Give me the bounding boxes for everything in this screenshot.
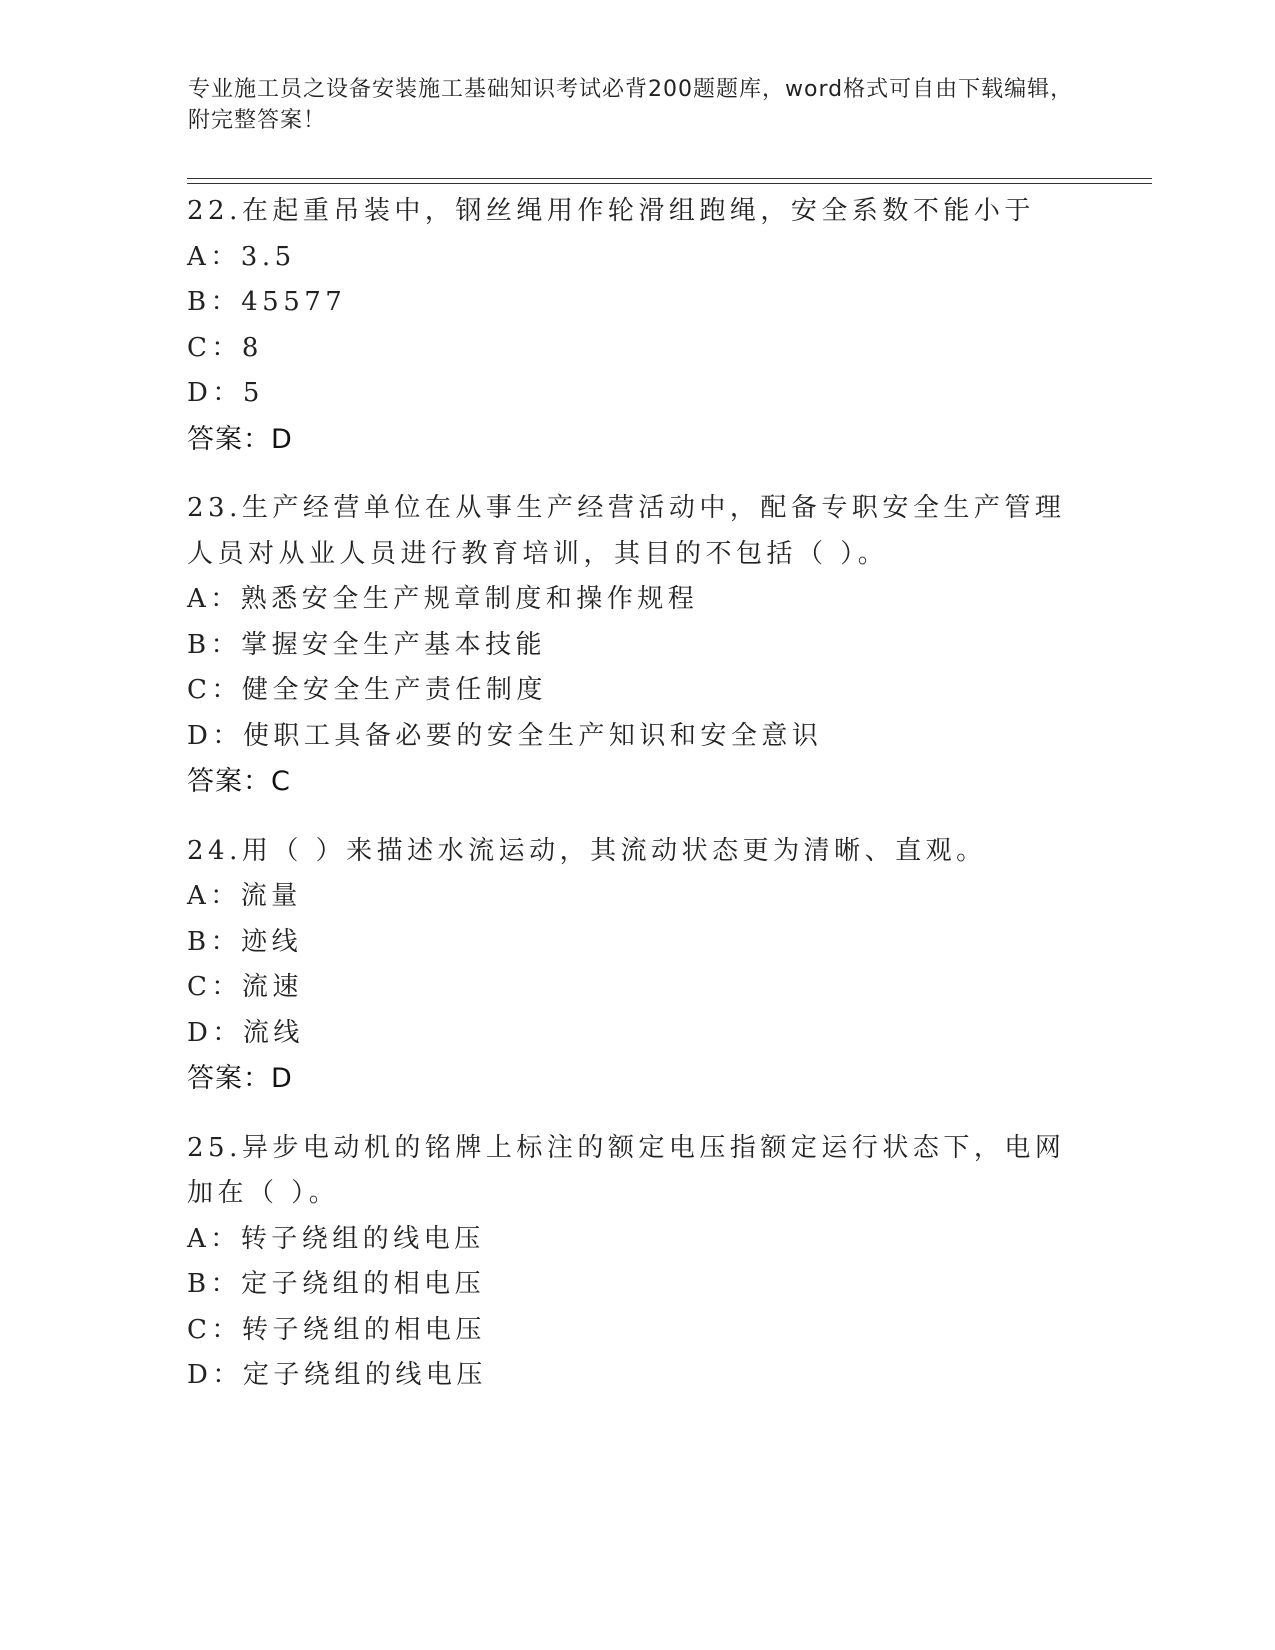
option-c: C：8: [187, 332, 263, 363]
option-b: B：45577: [187, 287, 347, 317]
answer-line: 答案：D: [187, 423, 293, 455]
answer-line: 答案：D: [187, 1063, 293, 1094]
option-b: B：迹线: [187, 926, 303, 957]
document-header: 专业施工员之设备安装施工基础知识考试必背200题题库，word格式可自由下载编辑，附完整答案！: [188, 77, 1074, 133]
option-a: A：熟悉安全生产规章制度和操作规程: [187, 584, 699, 614]
option-b: B：定子绕组的相电压: [187, 1269, 486, 1299]
option-a: A：转子绕组的线电压: [187, 1223, 485, 1254]
header-divider-top: [187, 178, 1152, 179]
question-list: [187, 189, 1087, 1423]
question-24: [187, 829, 1087, 1102]
option-d: D：使职工具备必要的安全生产知识和安全意识: [187, 720, 823, 751]
header-divider-bottom: [187, 183, 1152, 184]
option-a: A：3.5: [187, 241, 296, 272]
question-22: [187, 189, 1087, 462]
question-25: [187, 1126, 1087, 1399]
option-b: B：掌握安全生产基本技能: [187, 629, 547, 660]
option-d: D：5: [187, 378, 264, 408]
option-c: C：健全安全生产责任制度: [187, 675, 547, 705]
option-c: C：流速: [187, 972, 303, 1002]
option-d: D：定子绕组的线电压: [187, 1360, 487, 1390]
option-d: D：流线: [187, 1017, 304, 1048]
question-text: 22.在起重吊装中，钢丝绳用作轮滑组跑绳，安全系数不能小于: [187, 196, 1035, 226]
question-23: [187, 486, 1087, 805]
option-c: C：转子绕组的相电压: [187, 1314, 486, 1345]
option-a: A：流量: [187, 881, 302, 911]
question-text: 24.用（ ）来描述水流运动，其流动状态更为清晰、直观。: [187, 835, 987, 866]
answer-line: 答案：C: [187, 766, 291, 797]
question-text: 25.异步电动机的铭牌上标注的额定电压指额定运行状态下，电网加在（ ）。: [187, 1132, 1066, 1208]
question-text: 23.生产经营单位在从事生产经营活动中，配备专职安全生产管理人员对从业人员进行教育培训，其目的不包括（ ）。: [187, 493, 1066, 569]
